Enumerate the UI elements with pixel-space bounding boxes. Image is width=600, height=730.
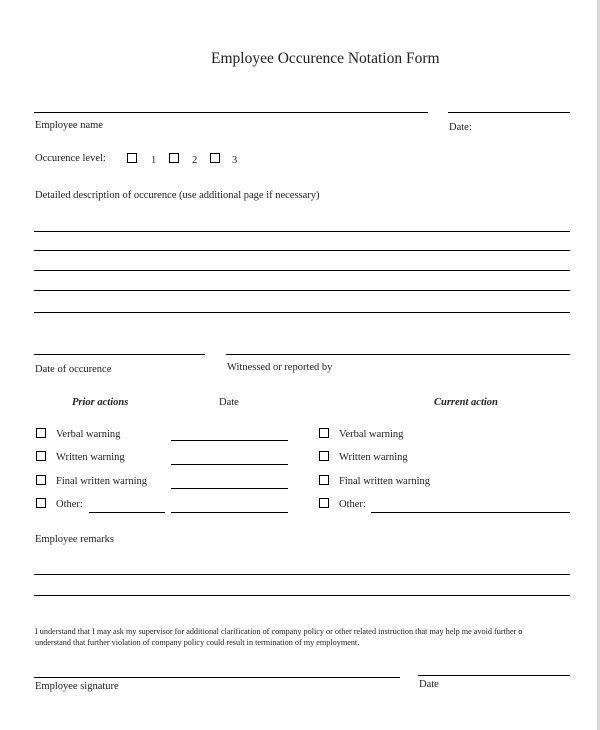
current-written-warning-checkbox[interactable] — [319, 451, 329, 461]
prior-verbal-warning-label: Verbal warning — [56, 429, 121, 440]
witnessed-line[interactable] — [226, 354, 570, 355]
level-1-label: 1 — [151, 155, 157, 166]
acknowledgement-line-2: understand that further violation of company policy could result in termination of my employment. — [35, 638, 360, 647]
current-final-written-warning-label: Final written warning — [339, 476, 430, 487]
description-label: Detailed description of occurence (use additional page if necessary) — [35, 190, 320, 201]
prior-final-written-warning-label: Final written warning — [56, 476, 147, 487]
acknowledgement-line-1: I understand that I may ask my supervisor for additional clarification of company policy or other related instruction that may help me avoid further o — [35, 627, 523, 636]
current-other-label: Other: — [339, 499, 366, 510]
description-line[interactable] — [34, 250, 570, 251]
prior-other-date-line[interactable] — [171, 512, 288, 513]
current-verbal-warning-checkbox[interactable] — [319, 428, 329, 438]
current-verbal-warning-label: Verbal warning — [339, 429, 404, 440]
prior-final-written-warning-checkbox[interactable] — [36, 475, 46, 485]
prior-final-written-warning-date-line[interactable] — [171, 488, 288, 489]
level-1-checkbox[interactable] — [127, 153, 137, 163]
current-written-warning-label: Written warning — [339, 452, 408, 463]
description-line[interactable] — [34, 312, 570, 313]
date-line[interactable] — [448, 112, 570, 113]
current-final-written-warning-checkbox[interactable] — [319, 475, 329, 485]
current-other-checkbox[interactable] — [319, 498, 329, 508]
description-line[interactable] — [34, 290, 570, 291]
employee-remarks-label: Employee remarks — [35, 534, 115, 545]
prior-actions-header: Prior actions — [72, 397, 129, 408]
prior-verbal-warning-checkbox[interactable] — [36, 428, 46, 438]
level-3-label: 3 — [232, 155, 238, 166]
employee-signature-line[interactable] — [34, 677, 400, 678]
employee-signature-label: Employee signature — [35, 681, 119, 692]
remarks-line[interactable] — [34, 574, 570, 575]
level-2-checkbox[interactable] — [169, 153, 179, 163]
description-line[interactable] — [34, 231, 570, 232]
prior-other-text-line[interactable] — [89, 512, 165, 513]
level-2-label: 2 — [192, 155, 198, 166]
employee-name-label: Employee name — [35, 120, 103, 131]
date-of-occurence-line[interactable] — [34, 354, 205, 355]
prior-written-warning-date-line[interactable] — [171, 464, 288, 465]
level-3-checkbox[interactable] — [210, 153, 220, 163]
prior-written-warning-label: Written warning — [56, 452, 125, 463]
page-title: Employee Occurence Notation Form — [211, 50, 440, 67]
current-action-header: Current action — [434, 397, 498, 408]
witnessed-label: Witnessed or reported by — [227, 362, 333, 373]
signature-date-label: Date — [419, 679, 439, 690]
occurence-level-label: Occurence level: — [35, 153, 106, 164]
date-label: Date: — [449, 122, 472, 133]
date-of-occurence-label: Date of occurence — [35, 364, 112, 375]
prior-written-warning-checkbox[interactable] — [36, 451, 46, 461]
prior-other-checkbox[interactable] — [36, 498, 46, 508]
current-other-text-line[interactable] — [371, 512, 570, 513]
signature-date-line[interactable] — [418, 675, 570, 676]
remarks-line[interactable] — [34, 595, 570, 596]
date-header: Date — [219, 397, 239, 408]
employee-name-line[interactable] — [34, 112, 428, 113]
prior-verbal-warning-date-line[interactable] — [171, 440, 288, 441]
prior-other-label: Other: — [56, 499, 83, 510]
description-line[interactable] — [34, 270, 570, 271]
